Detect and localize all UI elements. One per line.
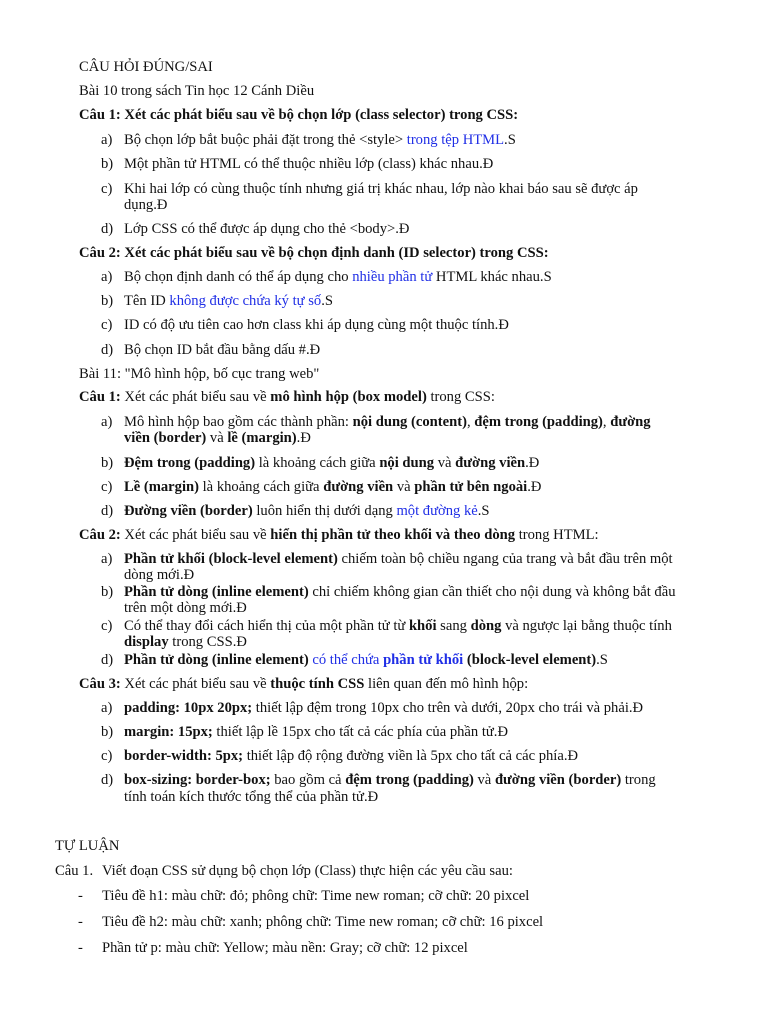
answer-mark: .S — [596, 652, 608, 668]
question-text: Xét các phát biểu sau về — [120, 527, 271, 543]
item-text: và — [393, 479, 415, 495]
answer-mark: HTML khác nhau.S — [432, 269, 552, 285]
list-dash: - — [78, 940, 83, 956]
keyword: Đệm trong (padding) — [124, 455, 256, 471]
question-label: Câu 3: — [79, 676, 121, 692]
keyword: đường — [610, 414, 651, 430]
keyword: Lề (margin) — [124, 479, 199, 495]
l10q1-item-b: Một phần tử HTML có thể thuộc nhiều lớp (class) khác nhau.Đ — [124, 156, 494, 172]
item-marker: d) — [101, 342, 114, 358]
keyword: Phần tử khối (block-level element) — [124, 551, 338, 567]
keyword: box-sizing: border-box; — [124, 772, 271, 788]
question-text: Xét các phát biểu sau về — [120, 389, 271, 405]
keyword: đường viền (border) — [494, 772, 622, 788]
item-text: Bộ chọn lớp bắt buộc phải đặt trong thẻ <style> — [124, 132, 407, 148]
question-keyword: hiển thị phần tử theo khối và theo dòng — [270, 527, 516, 543]
essay-question-label: Câu 1. — [55, 863, 94, 879]
essay-question-text: Viết đoạn CSS sử dụng bộ chọn lớp (Class) thực hiện các yêu cầu sau: — [102, 863, 513, 879]
item-marker: a) — [101, 269, 113, 285]
list-dash: - — [78, 888, 83, 904]
keyword: nội dung — [379, 455, 435, 471]
item-marker: d) — [101, 221, 114, 237]
l10q2-item-b — [124, 293, 333, 310]
l11q3-item-a — [124, 700, 643, 717]
item-marker: c) — [101, 479, 113, 495]
essay-item-h1: Tiêu đề h1: màu chữ: đỏ; phông chữ: Time new roman; cỡ chữ: 20 pixcel — [102, 888, 530, 904]
l11q3-item-c — [124, 748, 578, 765]
item-marker: b) — [101, 455, 114, 471]
l11-question-1 — [79, 389, 495, 406]
item-marker: a) — [101, 700, 113, 716]
keyword: nội dung (content) — [352, 414, 467, 430]
keyword: Đường viền (border) — [124, 503, 253, 519]
question-label: Câu 2: — [79, 527, 121, 543]
l11q2-item-c-line2 — [124, 634, 247, 651]
keyword: dòng — [470, 618, 502, 634]
item-text: Có thể thay đổi cách hiển thị của một phần tử từ — [124, 618, 409, 634]
l11q3-item-d-line1 — [124, 772, 656, 789]
answer-mark: .S — [477, 503, 490, 519]
lesson-11-title: Bài 11: "Mô hình hộp, bố cục trang web" — [79, 366, 320, 382]
highlighted-text: không được chứa ký tự số — [169, 293, 322, 309]
keyword: phần tử bên ngoài — [414, 479, 528, 495]
item-text: Mô hình hộp bao gồm các thành phần: — [124, 414, 353, 430]
question-text: trong CSS: — [426, 389, 495, 405]
item-marker: a) — [101, 551, 113, 567]
answer-mark: .S — [321, 293, 333, 309]
l11q2-item-b-line1 — [124, 584, 676, 601]
essay-item-h2: Tiêu đề h2: màu chữ: xanh; phông chữ: Time new roman; cỡ chữ: 16 pixcel — [102, 914, 544, 930]
l11q3-item-d-line2: tính toán kích thước tổng thể của phần tử.Đ — [124, 789, 379, 805]
l10q1-item-c-line2: dụng.Đ — [124, 197, 168, 213]
keyword: padding: 10px 20px; — [124, 700, 253, 716]
keyword: khối — [408, 618, 437, 634]
item-marker: b) — [101, 293, 114, 309]
highlighted-text: có thể chứa — [308, 652, 384, 668]
l11q2-item-b-line2: trên một dòng mới.Đ — [124, 600, 247, 616]
answer-mark: .Đ — [525, 455, 540, 471]
question-text: liên quan đến mô hình hộp: — [364, 676, 529, 692]
question-keyword: mô hình hộp (box model) — [270, 389, 427, 405]
item-text: và — [473, 772, 495, 788]
item-text: sang — [436, 618, 471, 634]
question-label: Câu 2: — [79, 245, 121, 261]
l10q1-item-c-line1: Khi hai lớp có cùng thuộc tính nhưng giá trị khác nhau, lớp nào khai báo sau sẽ được áp — [124, 181, 638, 197]
item-marker: d) — [101, 503, 114, 519]
highlighted-text: trong tệp HTML — [406, 132, 505, 148]
question-keyword: thuộc tính CSS — [270, 676, 365, 692]
question-text: trong HTML: — [515, 527, 599, 543]
keyword: Phần tử dòng (inline element) — [124, 652, 309, 668]
item-text: thiết lập lề 15px cho tất cả các phía của phần tử.Đ — [212, 724, 508, 740]
answer-mark: .Đ — [296, 430, 311, 446]
item-text: là khoảng cách giữa — [198, 479, 324, 495]
item-marker: b) — [101, 156, 114, 172]
item-text: luôn hiển thị dưới dạng — [252, 503, 397, 519]
l11q1-item-a-line1 — [124, 414, 651, 431]
item-text: Tên ID — [124, 293, 170, 309]
keyword: border-width: 5px; — [124, 748, 244, 764]
highlighted-text: nhiều phần tử — [352, 269, 433, 285]
keyword: đường viền — [323, 479, 394, 495]
item-marker: c) — [101, 317, 113, 333]
l11q1-item-d — [124, 503, 490, 520]
keyword: (block-level element) — [463, 652, 597, 668]
item-text: trong — [621, 772, 656, 788]
l11q3-item-b — [124, 724, 508, 741]
keyword: lề (margin) — [227, 430, 297, 446]
item-marker: a) — [101, 132, 113, 148]
l11q1-item-c — [124, 479, 541, 496]
l11q2-item-a-line2: dòng mới.Đ — [124, 567, 195, 583]
item-text: và ngược lại bằng thuộc tính — [501, 618, 672, 634]
keyword: margin: 15px; — [124, 724, 213, 740]
l10q2-item-c: ID có độ ưu tiên cao hơn class khi áp dụng cùng một thuộc tính.Đ — [124, 317, 509, 333]
l10-question-1 — [79, 107, 518, 124]
item-marker: c) — [101, 748, 113, 764]
item-text: trong CSS.Đ — [168, 634, 247, 650]
item-text: thiết lập đệm trong 10px cho trên và dưới, 20px cho trái và phải.Đ — [252, 700, 644, 716]
highlighted-text: một đường kẻ — [396, 503, 478, 519]
l10q1-item-d: Lớp CSS có thể được áp dụng cho thẻ <body>.Đ — [124, 221, 410, 237]
item-marker: d) — [101, 652, 114, 668]
l10q1-item-a — [124, 132, 516, 149]
item-text: chỉ chiếm không gian cần thiết cho nội dung và không bắt đầu — [308, 584, 676, 600]
answer-mark: .S — [504, 132, 516, 148]
item-text: , — [602, 414, 611, 430]
item-text: thiết lập độ rộng đường viền là 5px cho tất cả các phía.Đ — [243, 748, 579, 764]
essay-item-p: Phần tử p: màu chữ: Yellow; màu nền: Gray; cỡ chữ: 12 pixcel — [102, 940, 468, 956]
highlighted-keyword: phần tử khối — [383, 652, 464, 668]
item-text: là khoảng cách giữa — [255, 455, 380, 471]
question-text: Xét các phát biểu sau về bộ chọn định danh (ID selector) trong CSS: — [120, 245, 549, 261]
list-dash: - — [78, 914, 83, 930]
l11q1-item-a-line2 — [124, 430, 311, 447]
item-text: và — [206, 430, 228, 446]
item-text: và — [434, 455, 456, 471]
item-text: bao gồm cả — [270, 772, 346, 788]
l11-question-3 — [79, 676, 528, 693]
item-marker: a) — [101, 414, 113, 430]
question-text: Xét các phát biểu sau về bộ chọn lớp (class selector) trong CSS: — [120, 107, 519, 123]
question-label: Câu 1: — [79, 389, 121, 405]
section-heading-essay: TỰ LUẬN — [55, 838, 120, 854]
l11q2-item-d — [124, 652, 608, 669]
keyword: đệm trong (padding) — [345, 772, 474, 788]
l11q2-item-c-line1 — [124, 618, 672, 635]
keyword: đệm trong (padding) — [474, 414, 603, 430]
item-text: chiếm toàn bộ chiều ngang của trang và bắt đầu trên một — [337, 551, 673, 567]
question-text: Xét các phát biểu sau về — [120, 676, 271, 692]
item-marker: d) — [101, 772, 114, 788]
l10q2-item-a — [124, 269, 552, 286]
keyword: viền (border) — [124, 430, 207, 446]
l10q2-item-d: Bộ chọn ID bắt đầu bằng dấu #.Đ — [124, 342, 321, 358]
item-text: Bộ chọn định danh có thể áp dụng cho — [124, 269, 353, 285]
answer-mark: .Đ — [527, 479, 542, 495]
item-marker: b) — [101, 724, 114, 740]
l11q2-item-a-line1 — [124, 551, 673, 568]
lesson-10-title: Bài 10 trong sách Tin học 12 Cánh Diều — [79, 83, 315, 99]
item-marker: b) — [101, 584, 114, 600]
l11-question-2 — [79, 527, 599, 544]
item-text: , — [466, 414, 475, 430]
keyword: đường viền — [455, 455, 526, 471]
item-marker: c) — [101, 181, 113, 197]
l11q1-item-b — [124, 455, 539, 472]
section-heading-true-false: CÂU HỎI ĐÚNG/SAI — [79, 59, 213, 75]
item-marker: c) — [101, 618, 113, 634]
question-label: Câu 1: — [79, 107, 121, 123]
keyword: display — [124, 634, 169, 650]
keyword: Phần tử dòng (inline element) — [124, 584, 309, 600]
l10-question-2 — [79, 245, 549, 262]
